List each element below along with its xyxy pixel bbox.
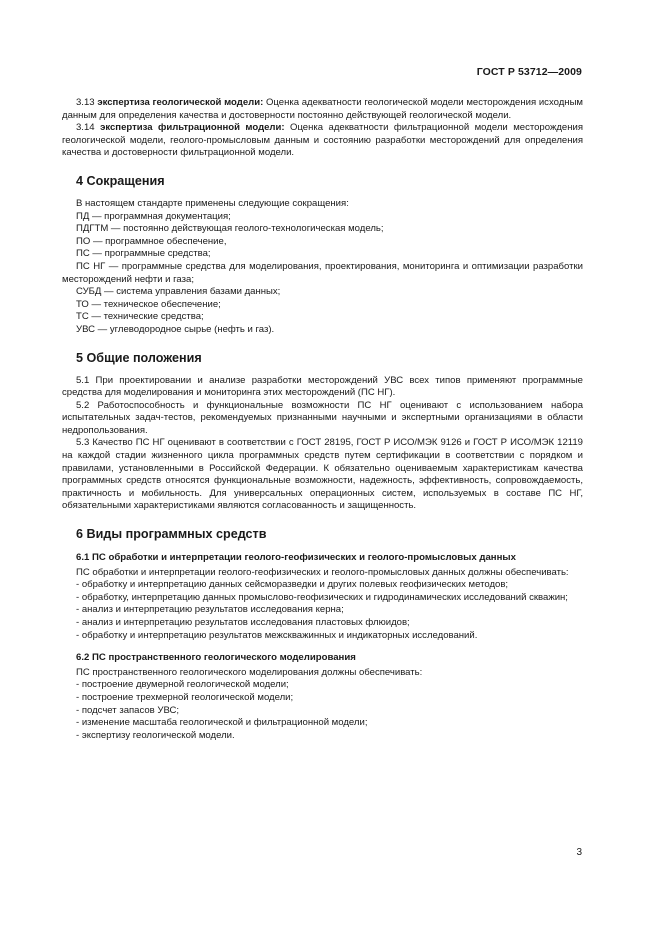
- list-item: - подсчет запасов УВС;: [76, 704, 180, 716]
- section-4-heading: 4 Сокращения: [76, 173, 165, 188]
- subsection-6-2-heading: 6.2 ПС пространственного геологического моделирования: [76, 652, 356, 664]
- subsection-6-1-heading: 6.1 ПС обработки и интерпретации геолого-геофизических и геолого-промысловых данных: [76, 552, 516, 564]
- def-term: экспертиза геологической модели:: [97, 97, 264, 108]
- doc-header: ГОСТ Р 53712—2009: [476, 66, 582, 78]
- list-item: - изменение масштаба геологической и фильтрационной модели;: [76, 717, 368, 729]
- section-4-intro: В настоящем стандарте применены следующие сокращения:: [76, 197, 349, 209]
- abbrev-item: СУБД — система управления базами данных;: [76, 286, 281, 298]
- list-item: - анализ и интерпретацию результатов исследования пластовых флюидов;: [76, 617, 410, 628]
- subsection-6-1-intro: ПС обработки и интерпретации геолого-геофизических и геолого-промысловых данных должны обеспечивать:: [76, 566, 569, 578]
- abbrev-item: ТО — техническое обеспечение;: [76, 298, 221, 310]
- list-item: - построение двумерной геологической модели;: [76, 679, 289, 691]
- abbrev-item: ПС НГ — программные средства для моделирования, проектирования, мониторинга и оптимизации разработки месторождений нефти и газа;: [62, 260, 583, 285]
- abbrev-item: ПДГТМ — постоянно действующая геолого-технологическая модель;: [76, 223, 384, 235]
- list-item: - построение трехмерной геологической модели;: [76, 691, 294, 703]
- definition-3-14: [62, 122, 583, 160]
- abbrev-item: ПО — программное обеспечение,: [76, 235, 227, 247]
- list-item: - обработку, интерпретацию данных промыслово-геофизических и гидродинамических исследований скважин;: [76, 591, 568, 603]
- abbrev-item: УВС — углеводородное сырье (нефть и газ).: [76, 323, 275, 335]
- subsection-6-2-intro: ПС пространственного геологического моделирования должны обеспечивать:: [76, 666, 423, 678]
- def-text: Оценка адекватности фильтрационной модели месторождения геологической модели, геолого-промысловым данным и состоянию разработки месторождений для определения качества и достоверности фильтрационной модели.: [62, 122, 583, 159]
- paragraph-5-1: 5.1 При проектировании и анализе разработки месторождений УВС всех типов применяют программные средства для моделирования и мониторинга этих месторождений (ПС НГ).: [62, 374, 583, 399]
- list-item: - обработку и интерпретацию результатов межскважинных и индикаторных исследований.: [76, 629, 478, 641]
- list-item: - анализ и интерпретацию результатов исследования керна;: [76, 604, 344, 616]
- definition-3-13: [62, 97, 583, 122]
- section-5-heading: 5 Общие положения: [76, 350, 202, 365]
- paragraph-5-3: 5.3 Качество ПС НГ оценивают в соответствии с ГОСТ 28195, ГОСТ Р ИСО/МЭК 9126 и ГОСТ Р ИСО/МЭК 12119 на каждой стадии жизненного цикла программных средств путем сертификации в соответствии с порядком и правилами, установленными в Российской Федерации. К обязательно оцениваемым характеристикам качества программных средств относятся функциональные возможности, надежность, эффективность, сопровождаемость, практичность и мобильность. Для универсальных операционных систем, используемых в составе ПС НГ, обязательными характеристиками являются согласованность и защищенность.: [62, 437, 583, 512]
- abbrev-item: ПД — программная документация;: [76, 210, 231, 222]
- list-item: - обработку и интерпретацию данных сейсморазведки и других полевых геофизических методов;: [76, 579, 509, 591]
- paragraph-5-2: 5.2 Работоспособность и функциональные возможности ПС НГ оценивают с использованием набора испытательных задач-тестов, рекомендуемых признанными научными и экспертными организациями в области недропользования.: [62, 399, 583, 436]
- def-number: 3.13: [76, 97, 95, 108]
- def-number: 3.14: [76, 122, 95, 134]
- list-item: - экспертизу геологической модели.: [76, 729, 235, 741]
- abbrev-item: ПС — программные средства;: [76, 248, 211, 260]
- def-text: Оценка адекватности геологической модели месторождения исходным данным для определения качества и достоверности постоянно действующей геологической модели.: [62, 97, 583, 121]
- abbrev-item: ТС — технические средства;: [76, 311, 204, 323]
- section-6-heading: 6 Виды программных средств: [76, 527, 267, 542]
- page-content: [62, 97, 583, 742]
- def-term: экспертиза фильтрационной модели:: [100, 122, 285, 134]
- page-number: 3: [576, 847, 582, 858]
